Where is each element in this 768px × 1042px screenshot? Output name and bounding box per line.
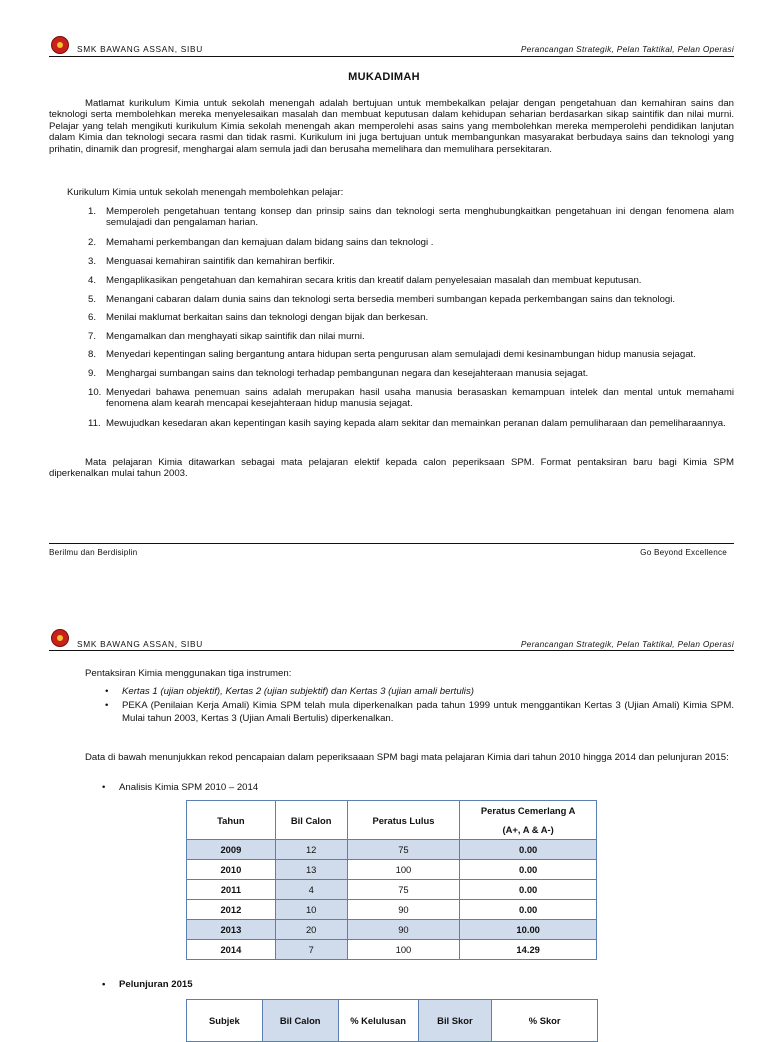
list-item: [88, 237, 734, 249]
intro-paragraph: [49, 98, 734, 155]
header-pass-percent: Peratus Lulus: [347, 801, 460, 840]
table-row: [187, 920, 597, 940]
cell-excellent: 0.00: [460, 900, 597, 920]
list-item-text: Menyedari kepentingan saling bergantung antara hidupan serta pengurusan alam semulajadi demi kesinambungan hidup manusia sejagat.: [106, 349, 696, 360]
header-plan-title: Perancangan Strategik, Pelan Taktikal, Pelan Operasi: [520, 639, 734, 649]
cell-pass: 90: [347, 900, 460, 920]
cell-excellent: 14.29: [460, 940, 597, 960]
list-item-text: Memahami perkembangan dan kemajuan dalam bidang sains dan teknologi .: [106, 237, 434, 248]
cell-pass: 90: [347, 920, 460, 940]
list-item-text: Memperoleh pengetahuan tentang konsep dan prinsip sains dan teknologi serta menghubungkaitkan pengetahuan ini dengan fenomena alam semulajadi dan pengalaman harian.: [106, 206, 734, 229]
header-pass-percent: % Kelulusan: [338, 1000, 418, 1042]
list-item: [88, 331, 734, 343]
cell-pass: 75: [347, 880, 460, 900]
header-excellent-a-line2: (A+, A & A-): [502, 824, 554, 835]
list-item: [88, 349, 734, 361]
bullet-text: PEKA (Penilaian Kerja Amali) Kimia SPM telah mula diperkenalkan pada tahun 1999 untuk menggantikan Kertas 3 (Ujian Amali) Kimia SPM. Mulai tahun 2003, Kertas 3 (Ujian Amali Bertulis) diperkenalkan.: [122, 700, 734, 724]
cell-candidates: 20: [275, 920, 347, 940]
list-item-number: 11.: [88, 418, 101, 429]
cell-pass: 75: [347, 840, 460, 860]
list-item-text: Mewujudkan kesedaran akan kepentingan kasih saying kepada alam sekitar dan memainkan peranan dalam pemuliharaan dan pemeliharaannya.: [106, 418, 726, 429]
cell-year: 2014: [187, 940, 276, 960]
cell-candidates: 13: [275, 860, 347, 880]
cell-year: 2011: [187, 880, 276, 900]
projection-table: [186, 999, 598, 1042]
cell-excellent: 0.00: [460, 880, 597, 900]
cell-year: 2010: [187, 860, 276, 880]
header-year: Tahun: [187, 801, 276, 840]
table-row: [187, 840, 597, 860]
header-score-count: Bil Skor: [418, 1000, 492, 1042]
bullet-item: [122, 686, 734, 697]
list-item-number: 9.: [88, 368, 97, 379]
header-candidates: Bil Calon: [262, 1000, 338, 1042]
list-intro: Kurikulum Kimia untuk sekolah menengah membolehkan pelajar:: [67, 187, 344, 198]
cell-candidates: 7: [275, 940, 347, 960]
header-candidates: Bil Calon: [275, 801, 347, 840]
bullet-item: [119, 782, 258, 793]
school-logo: [51, 629, 69, 647]
bullet-item: [119, 979, 193, 990]
data-intro-paragraph: [49, 752, 734, 763]
list-item: [88, 206, 734, 230]
header-school-name: SMK BAWANG ASSAN, SIBU: [77, 44, 203, 54]
table-row: [187, 880, 597, 900]
cell-year: 2009: [187, 840, 276, 860]
list-item-text: Menguasai kemahiran saintifik dan kemahiran berfikir.: [106, 256, 335, 267]
cell-candidates: 4: [275, 880, 347, 900]
list-item-text: Menyedari bahawa penemuan sains adalah merupakan hasil usaha manusia berasaskan kemampuan intelek dan mental untuk memahami fenomena alam kearah mencapai kesejahteraan hidup manusia sejagat.: [106, 387, 734, 410]
list-item-number: 3.: [88, 256, 97, 267]
list-item: [88, 387, 734, 411]
header-rule: [49, 56, 734, 57]
cell-year: 2012: [187, 900, 276, 920]
list-item-number: 10.: [88, 387, 102, 398]
list-item-text: Mengaplikasikan pengetahuan dan kemahiran secara kritis dan kreatif dalam penyelesaian masalah dan membuat keputusan.: [106, 275, 642, 286]
header-subject: Subjek: [187, 1000, 263, 1042]
header-rule: [49, 650, 734, 651]
cell-candidates: 12: [275, 840, 347, 860]
results-table: [186, 800, 597, 960]
cell-year: 2013: [187, 920, 276, 940]
header-excellent-a-line1: Peratus Cemerlang A: [480, 805, 576, 816]
list-item-text: Mengamalkan dan menghayati sikap saintifik dan nilai murni.: [106, 331, 365, 342]
list-item: [88, 368, 734, 380]
table-row: [187, 860, 597, 880]
table-row: [187, 940, 597, 960]
projection-label: Pelunjuran 2015: [119, 979, 193, 990]
list-item-number: 5.: [88, 294, 97, 305]
table-header-row: [187, 1000, 598, 1042]
cell-excellent: 10.00: [460, 920, 597, 940]
cell-pass: 100: [347, 860, 460, 880]
cell-excellent: 0.00: [460, 840, 597, 860]
list-item: [88, 275, 734, 287]
list-item-number: 8.: [88, 349, 97, 360]
data-intro-text: Data di bawah menunjukkan rekod pencapaian dalam peperiksaaan SPM bagi mata pelajaran Kimia dari tahun 2010 hingga 2014 dan pelunjuran 2015:: [85, 752, 729, 763]
list-item-text: Menghargai sumbangan sains dan teknologi terhadap pembangunan negara dan kesejahteraan manusia sejagat.: [106, 368, 589, 379]
list-item: [88, 294, 734, 306]
cell-excellent: 0.00: [460, 860, 597, 880]
list-item-number: 2.: [88, 237, 97, 248]
list-item-number: 7.: [88, 331, 97, 342]
header-excellent-a: [460, 801, 597, 840]
list-item: [88, 312, 734, 324]
footer-motto-left: Berilmu dan Berdisiplin: [49, 548, 138, 557]
closing-text: Mata pelajaran Kimia ditawarkan sebagai mata pelajaran elektif kepada calon peperiksaan SPM. Format pentaksiran baru bagi Kimia SPM diperkenalkan mulai tahun 2003.: [49, 457, 734, 480]
cell-candidates: 10: [275, 900, 347, 920]
list-item-text: Menangani cabaran dalam dunia sains dan teknologi serta bersedia memberi sumbangan kepada perkembangan sains dan teknologi.: [106, 294, 676, 305]
list-item: [88, 256, 734, 268]
list-item-number: 4.: [88, 275, 97, 286]
closing-paragraph: [49, 457, 734, 480]
school-logo: [51, 36, 69, 54]
bullet-item: [122, 700, 734, 725]
analysis-label: Analisis Kimia SPM 2010 – 2014: [119, 782, 259, 793]
footer-motto-right: Go Beyond Excellence: [640, 548, 727, 557]
header-school-name: SMK BAWANG ASSAN, SIBU: [77, 639, 203, 649]
table-header-row: [187, 801, 597, 840]
bullet-text: Kertas 1 (ujian objektif), Kertas 2 (ujian subjektif) dan Kertas 3 (ujian amali bertulis): [122, 686, 474, 697]
table-row: [187, 900, 597, 920]
cell-pass: 100: [347, 940, 460, 960]
page-title: MUKADIMAH: [348, 71, 420, 83]
header-plan-title: Perancangan Strategik, Pelan Taktikal, Pelan Operasi: [520, 44, 734, 54]
intro-text: Matlamat kurikulum Kimia untuk sekolah menengah adalah bertujuan untuk membekalkan pelajar dengan pengetahuan dan kemahiran sains dan teknologi serta membolehkan mereka menyelesaikan masalah dan membuat keputusan dalam kehidupan seharian berdasarkan sikap saintifik dan nilai murni. Pelajar yang telah mengikuti kurikulum Kimia sekolah menengah akan memperolehi asas sains yang membolehkan mereka memperolehi pendidikan lanjutan dalam Kimia dan teknologi secara rasmi dan tidak rasmi. Kurikulum ini juga bertujuan untuk membangunkan masyarakat berbudaya sains dan teknologi yang prihatin, dinamik dan progresif, menghargai alam semula jadi dan berusaha memelihara dan memulihara persekitaran.: [49, 98, 734, 155]
list-item-text: Menilai maklumat berkaitan sains dan teknologi dengan bijak dan berkesan.: [106, 312, 429, 323]
list-item-number: 1.: [88, 206, 97, 217]
list-item-number: 6.: [88, 312, 97, 323]
footer-rule: [49, 543, 734, 544]
instruments-intro: Pentaksiran Kimia menggunakan tiga instrumen:: [85, 668, 292, 679]
header-score-percent: % Skor: [492, 1000, 598, 1042]
list-item: [88, 418, 734, 430]
